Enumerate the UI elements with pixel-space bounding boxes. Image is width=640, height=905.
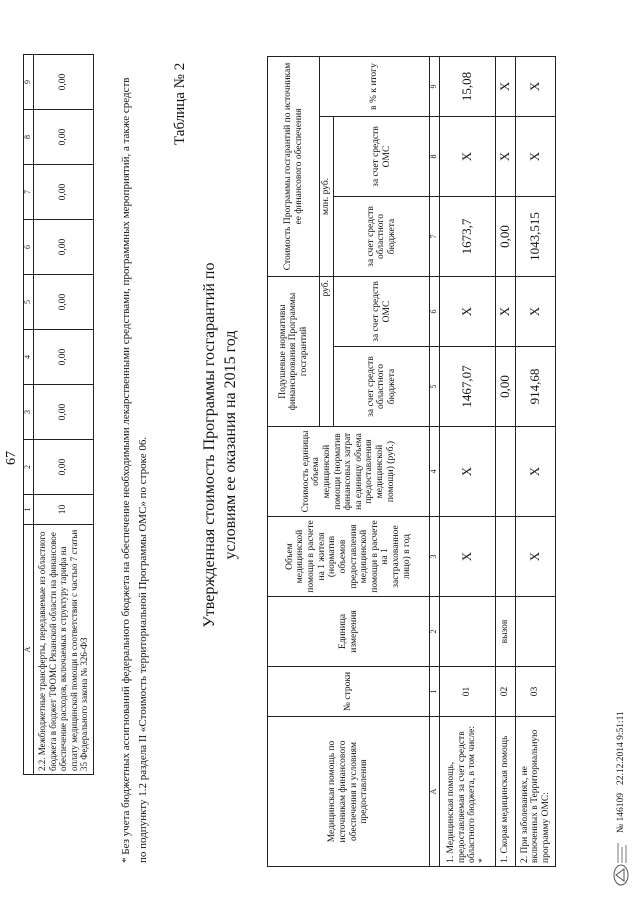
cell-value: 1043,515 — [515, 196, 555, 276]
row-code: 03 — [515, 667, 555, 717]
header-cell: Стоимость Программы госгарантий по источникам ее финансового обеспечения — [268, 56, 320, 276]
doc-number: № 146109 — [616, 793, 626, 833]
row-code: 10 — [33, 495, 93, 525]
col-number: 2 — [430, 597, 440, 667]
stamp-icon — [612, 841, 630, 887]
col-number: A — [24, 525, 34, 775]
col-number: 6 — [24, 220, 34, 275]
table-row — [439, 56, 495, 866]
header-cell: в % к итогу — [320, 56, 430, 116]
col-number: 5 — [24, 275, 34, 330]
footnote: * Без учета бюджетных ассигнований федерального бюджета на обеспечение необходимыми лекарственными средствами, программных мероприятий, а также средств по подпункту 1.2 раздела II «Стоимость территориальной Программы ОМС» по строке 06. — [120, 77, 150, 863]
header-cell: Единица измерения — [268, 597, 430, 667]
cell-value: X — [515, 56, 555, 116]
row-unit — [439, 597, 495, 667]
header-cell: за счет средств ОМС — [334, 276, 430, 346]
col-number: 4 — [430, 427, 440, 517]
header-row — [268, 56, 320, 866]
header-cell: млн. руб. — [320, 116, 334, 276]
col-number: 5 — [430, 347, 440, 427]
table-row — [33, 55, 93, 775]
cell-value: 0,00 — [495, 196, 515, 276]
header-cell: № строки — [268, 667, 430, 717]
row-unit — [515, 597, 555, 667]
row-label: 1. Скорая медицинская помощь — [495, 717, 515, 867]
cell-value: X — [495, 276, 515, 346]
footer — [612, 711, 630, 887]
cell-value: 1673,7 — [439, 196, 495, 276]
cell-value: X — [515, 116, 555, 196]
cell-value: 0,00 — [33, 275, 93, 330]
cell-value: 0,00 — [33, 440, 93, 495]
row-code: 02 — [495, 667, 515, 717]
cell-value: X — [515, 276, 555, 346]
header-cell: Медицинская помощь по источникам финансового обеспечения и условиям предоставления — [268, 717, 430, 867]
cell-value: X — [439, 517, 495, 597]
table-row — [495, 56, 515, 866]
cell-value: 1467,07 — [439, 347, 495, 427]
col-number: 4 — [24, 330, 34, 385]
col-number: 8 — [24, 110, 34, 165]
cell-value: X — [439, 116, 495, 196]
header-cell: руб. — [320, 276, 334, 426]
table-label: Таблица № 2 — [172, 62, 188, 145]
table-row — [430, 56, 440, 866]
table-row — [515, 56, 555, 866]
cell-value: 0,00 — [33, 220, 93, 275]
cell-value — [495, 517, 515, 597]
col-number: 9 — [430, 56, 440, 116]
cell-value: X — [515, 427, 555, 517]
row-label: 1. Медицинская помощь, предоставляемая за счет средств областного бюджета, в том числе: * — [439, 717, 495, 867]
cell-value: 0,00 — [495, 347, 515, 427]
col-number: 7 — [24, 165, 34, 220]
page-number: 67 — [4, 451, 19, 465]
continuation-table — [23, 54, 94, 775]
header-cell: Объем медицинской помощи в расчете на 1 жителя (норматив объемов предоставления медицинской помощи в расчете на 1 застрахованное лицо) в год — [268, 517, 430, 597]
col-number: 6 — [430, 276, 440, 346]
title-line: Утвержденная стоимость Программы госгарантий по — [201, 262, 218, 628]
col-number: A — [430, 717, 440, 867]
row-unit: вызов — [495, 597, 515, 667]
table-row — [24, 55, 34, 775]
col-number: 1 — [430, 667, 440, 717]
col-number: 3 — [24, 385, 34, 440]
col-number: 7 — [430, 196, 440, 276]
header-cell: за счет средств областного бюджета — [334, 347, 430, 427]
col-number: 2 — [24, 440, 34, 495]
col-number: 3 — [430, 517, 440, 597]
cell-value: 0,00 — [33, 385, 93, 440]
row-label: 2. При заболеваниях, не включенных в Территориальную программу ОМС: — [515, 717, 555, 867]
doc-timestamp: 22.12.2014 9:51:11 — [616, 711, 626, 786]
title-line: условиям ее оказания на 2015 год — [221, 330, 239, 560]
row-label: 2.2. Межбюджетные трансферты, передаваемые из областного бюджета в бюджет ТФОМС Рязанской области на финансовое обеспечение расходов, включаемых в структуру тарифа на оплату медицинской помощи в соответствии с частью 7 статьи 35 Федерального закона № 326-ФЗ — [33, 525, 93, 775]
col-number: 1 — [24, 495, 34, 525]
cell-value: 914,68 — [515, 347, 555, 427]
cell-value: 0,00 — [33, 110, 93, 165]
col-number: 9 — [24, 55, 34, 110]
row-code: 01 — [439, 667, 495, 717]
cell-value: X — [495, 56, 515, 116]
main-table — [267, 56, 556, 867]
cell-value: 0,00 — [33, 165, 93, 220]
cell-value: 15,08 — [439, 56, 495, 116]
header-cell: за счет средств ОМС — [334, 116, 430, 196]
cell-value: X — [495, 116, 515, 196]
page-title — [200, 165, 242, 725]
cell-value: X — [439, 427, 495, 517]
header-cell: Подушевые нормативы финансирования Программы госгарантий — [268, 276, 320, 426]
header-cell: Стоимость единицы объема медицинской помощи (норматив финансовых затрат на единицу объема предоставления медицинской помощи) (руб.) — [268, 427, 430, 517]
cell-value: 0,00 — [33, 55, 93, 110]
cell-value: X — [515, 517, 555, 597]
cell-value: 0,00 — [33, 330, 93, 385]
cell-value: X — [439, 276, 495, 346]
header-cell: за счет средств областного бюджета — [334, 196, 430, 276]
cell-value — [495, 427, 515, 517]
col-number: 8 — [430, 116, 440, 196]
